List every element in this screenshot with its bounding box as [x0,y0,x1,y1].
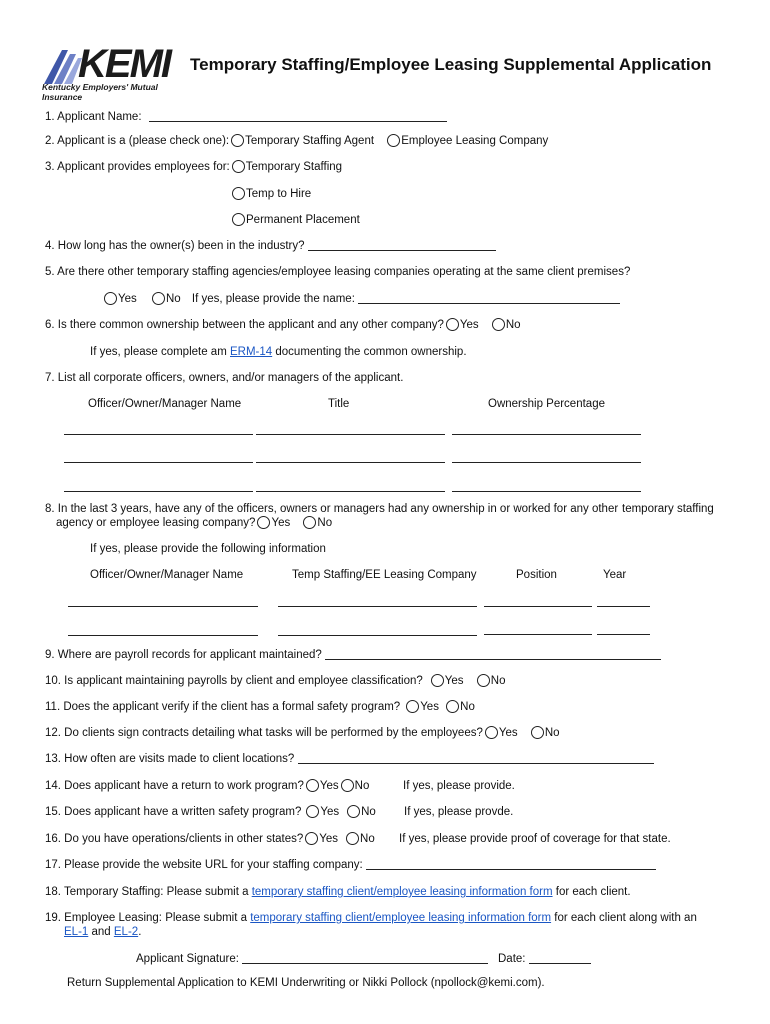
q11-no-label: No [460,701,475,713]
applicant-name-field[interactable] [149,110,447,122]
q3-label: 3. Applicant provides employees for: [45,161,230,173]
temporary-staffing-agent-radio[interactable] [231,134,244,147]
q7-col-officer-header: Officer/Owner/Manager Name [88,398,242,410]
q7-row1-name-line[interactable] [64,434,253,435]
q14-row [45,779,369,793]
q5-yes-label: Yes [118,293,137,305]
q14-yes-radio[interactable] [306,779,319,792]
q10-yes-radio[interactable] [431,674,444,687]
q5-options-row [102,292,620,306]
q8-col-company-header: Temp Staffing/EE Leasing Company [292,569,477,581]
q16-label: 16. Do you have operations/clients in other states? [45,833,304,845]
q7-label: 7. List all corporate officers, owners, and/or managers of the applicant. [45,372,404,384]
q14-no-label: No [354,780,370,792]
q5-no-radio[interactable] [152,292,165,305]
kemi-logo-arrow-icon [42,46,82,86]
q6-no-radio[interactable] [492,318,505,331]
q2-option2-label: Employee Leasing Company [401,135,549,147]
footer-return-instructions: Return Supplemental Application to KEMI Underwriting or Nikki Pollock (npollock@kemi.com). [67,977,545,989]
q8-row2-position-line[interactable] [484,634,592,635]
q15-followup: If yes, please provde. [404,806,514,818]
q19-row [45,911,697,925]
q11-yes-label: Yes [420,701,439,713]
q15-row [45,805,376,819]
q13-row [45,752,654,766]
el-1-link[interactable]: EL-1 [64,926,89,938]
q15-yes-radio[interactable] [306,805,319,818]
q11-label: 11. Does the applicant verify if the client has a formal safety program? [45,701,401,713]
q8-row2-company-line[interactable] [278,635,477,636]
logo-wordmark: KEMI [78,42,170,86]
q15-yes-label: Yes [320,806,340,818]
q2-row [45,134,548,148]
q6-label: 6. Is there common ownership between the applicant and any other company? [45,319,444,331]
q8-row1-position-line[interactable] [484,606,592,607]
date-field[interactable] [529,952,591,964]
q7-row3-title-line[interactable] [256,491,445,492]
q3-option2-row [230,187,311,201]
q18-row [45,885,631,899]
q8-row1-year-line[interactable] [597,606,650,607]
q10-label: 10. Is applicant maintaining payrolls by client and employee classification? [45,675,423,687]
q1-row [45,110,447,124]
q11-no-radio[interactable] [446,700,459,713]
q15-label: 15. Does applicant have a written safety program? [45,806,302,818]
q19-and: and [91,926,111,938]
q9-row [45,648,661,662]
q7-row1-ownership-line[interactable] [452,434,641,435]
q18-pre: 18. Temporary Staffing: Please submit a [45,886,249,898]
q8-col-position-header: Position [516,569,557,581]
q12-yes-radio[interactable] [485,726,498,739]
q7-row3-name-line[interactable] [64,491,253,492]
date-row [498,952,591,966]
q8-no-radio[interactable] [303,516,316,529]
q8-followup: If yes, please provide the following information [90,543,326,555]
q3-option3-label: Permanent Placement [246,214,360,226]
q17-row [45,858,656,872]
q5-label: 5. Are there other temporary staffing agencies/employee leasing companies operating at the same client premises? [45,266,631,278]
q5-no-label: No [165,293,181,305]
q4-row [45,239,496,253]
q16-row [45,832,375,846]
q18-info-form-link[interactable]: temporary staffing client/employee leasing information form [251,886,553,898]
q14-no-radio[interactable] [341,779,354,792]
q8-col-year-header: Year [603,569,627,581]
q12-row [45,726,560,740]
q6-no-label: No [505,319,521,331]
q16-no-radio[interactable] [346,832,359,845]
erm-14-link[interactable]: ERM-14 [230,346,273,358]
q8-label-line1-end: temporary staffing [622,503,714,515]
q6-followup-row [90,345,467,359]
q7-col-ownership-header: Ownership Percentage [488,398,605,410]
q8-no-label: No [317,517,333,529]
q12-yes-label: Yes [498,727,518,739]
q16-yes-radio[interactable] [305,832,318,845]
q3-row [45,160,342,174]
visit-frequency-field[interactable] [298,752,654,764]
q18-post: for each client. [555,886,631,898]
q5-company-name-field[interactable] [358,292,620,304]
q2-option1-label: Temporary Staffing Agent [245,135,375,147]
employee-leasing-company-radio[interactable] [387,134,400,147]
temp-to-hire-radio[interactable] [232,187,245,200]
q14-label: 14. Does applicant have a return to work program? [45,780,304,792]
el-2-link[interactable]: EL-2 [113,926,139,938]
q7-row2-ownership-line[interactable] [452,462,641,463]
q3-option2-label: Temp to Hire [246,188,312,200]
temporary-staffing-radio[interactable] [232,160,245,173]
q3-option3-row [230,213,360,227]
q8-row1-company-line[interactable] [278,606,477,607]
q1-label: 1. Applicant Name: [45,111,142,123]
q8-yes-radio[interactable] [257,516,270,529]
q15-no-radio[interactable] [347,805,360,818]
q12-no-radio[interactable] [531,726,544,739]
permanent-placement-radio[interactable] [232,213,245,226]
q8-col-officer-header: Officer/Owner/Manager Name [90,569,244,581]
q6-followup-pre: If yes, please complete am [90,346,227,358]
q10-no-radio[interactable] [477,674,490,687]
q8-row [56,516,332,530]
q19-end: . [138,926,142,938]
page-title: Temporary Staffing/Employee Leasing Supplemental Application [190,55,712,74]
q8-row1-name-line[interactable] [68,606,258,607]
q8-yes-label: Yes [271,517,291,529]
q8-label-line2: agency or employee leasing company? [56,517,256,529]
q5-followup-label: If yes, please provide the name: [191,293,355,305]
q7-row1-title-line[interactable] [256,434,445,435]
q7-row2-title-line[interactable] [256,462,445,463]
q15-no-label: No [361,806,376,818]
q12-no-label: No [544,727,560,739]
q8-row2-year-line[interactable] [597,634,650,635]
signature-field[interactable] [242,952,488,964]
q16-no-label: No [360,833,375,845]
payroll-location-field[interactable] [325,648,661,660]
q13-label: 13. How often are visits made to client locations? [45,753,295,765]
q10-no-label: No [490,675,506,687]
q8-label-line1: 8. In the last 3 years, have any of the officers, owners or managers had any ownership in or worked for any other [45,503,619,515]
q16-followup: If yes, please provide proof of coverage for that state. [399,833,671,845]
q10-row [45,674,505,688]
industry-years-field[interactable] [308,239,496,251]
q16-yes-label: Yes [319,833,339,845]
q14-followup: If yes, please provide. [403,780,515,792]
q8-row2-name-line[interactable] [68,635,258,636]
q17-label: 17. Please provide the website URL for your staffing company: [45,859,363,871]
q19-post: for each client along with an [554,912,697,924]
q7-row2-name-line[interactable] [64,462,253,463]
q19-info-form-link[interactable]: temporary staffing client/employee leasing information form [250,912,552,924]
q6-yes-label: Yes [459,319,479,331]
q19-row2 [64,925,141,939]
logo-subtitle: Kentucky Employers' Mutual Insurance [42,82,158,102]
q6-row [45,318,521,332]
date-label: Date: [498,953,526,965]
q2-label: 2. Applicant is a (please check one): [45,135,230,147]
q19-pre: 19. Employee Leasing: Please submit a [45,912,248,924]
signature-label: Applicant Signature: [136,953,239,965]
q14-yes-label: Yes [319,780,339,792]
q12-label: 12. Do clients sign contracts detailing what tasks will be performed by the employees? [45,727,483,739]
q5-yes-radio[interactable] [104,292,117,305]
kemi-logo [42,42,184,102]
q6-yes-radio[interactable] [446,318,459,331]
q3-option1-label: Temporary Staffing [245,161,343,173]
q6-followup-post: documenting the common ownership. [275,346,467,358]
q11-yes-radio[interactable] [406,700,419,713]
q4-label: 4. How long has the owner(s) been in the industry? [45,240,305,252]
q9-label: 9. Where are payroll records for applicant maintained? [45,649,322,661]
signature-row [136,952,488,966]
website-url-field[interactable] [366,858,656,870]
q7-col-title-header: Title [328,398,350,410]
q10-yes-label: Yes [444,675,464,687]
q11-row [45,700,475,714]
q7-row3-ownership-line[interactable] [452,491,641,492]
